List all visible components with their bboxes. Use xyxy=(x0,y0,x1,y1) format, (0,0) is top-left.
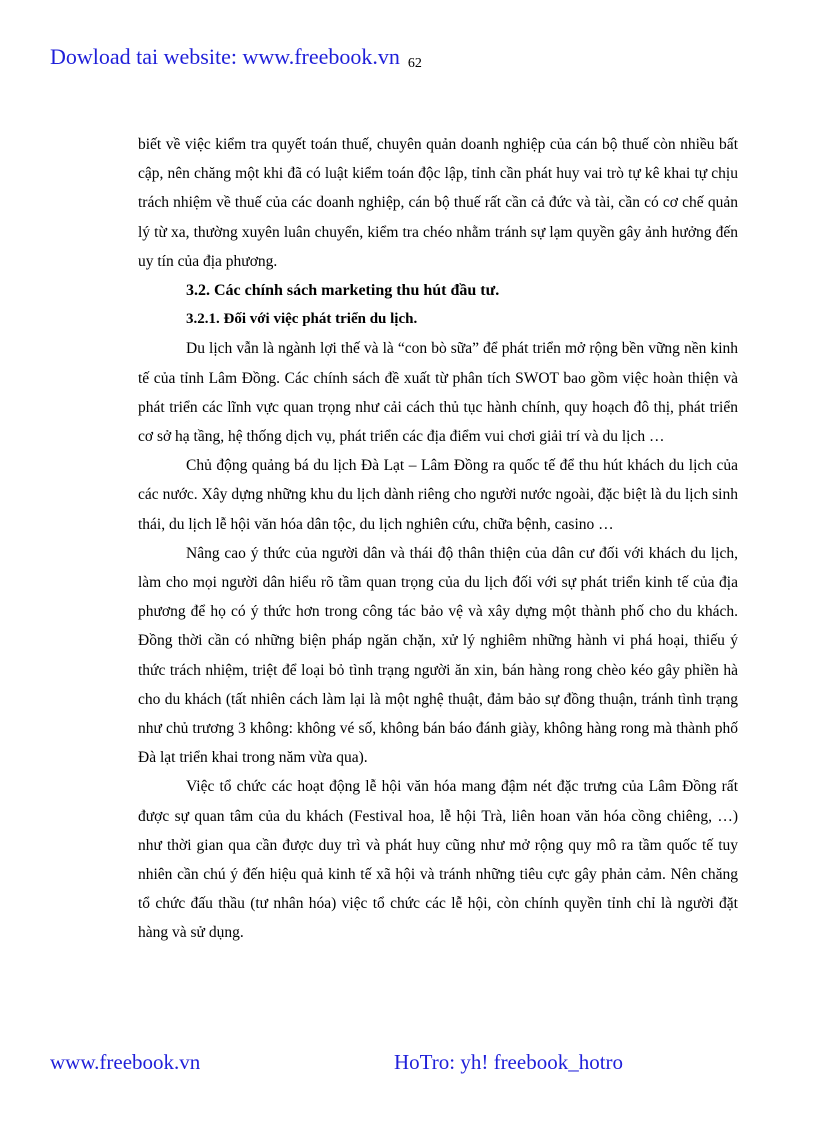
paragraph: Du lịch vẫn là ngành lợi thế và là “con bò sữa” để phát triển mở rộng bền vững nền kinh tế của tỉnh Lâm Đồng. Các chính sách đề xuất từ phân tích SWOT bao gồm việc hoàn thiện và phát triển các lĩnh vực quan trọng như cải cách thủ tục hành chính, quy hoạch đô thị, phát triển cơ sở hạ tầng, hệ thống dịch vụ, phát triển các địa điểm vui chơi giải trí và du lịch … xyxy=(138,340,738,446)
section-heading: 3.2. Các chính sách marketing thu hút đầu tư. xyxy=(186,282,500,300)
footer-support-text: HoTro: yh! freebook_hotro xyxy=(394,1050,624,1074)
header-website-link[interactable]: Dowload tai website: www.freebook.vn xyxy=(50,44,400,69)
paragraph: Chủ động quảng bá du lịch Đà Lạt – Lâm Đồng ra quốc tế để thu hút khách du lịch của các nước. Xây dựng những khu du lịch dành riêng cho người nước ngoài, đặc biệt là du lịch sinh thái, du lịch lễ hội văn hóa dân tộc, du lịch nghiên cứu, chữa bệnh, casino … xyxy=(138,457,738,533)
paragraph-continuation: biết về việc kiểm tra quyết toán thuế, chuyên quản doanh nghiệp của cán bộ thuế còn nhiều bất cập, nên chăng một khi đã có luật kiểm toán độc lập, tỉnh cần phát huy vai trò tự kê khai tự chịu trách nhiệm về thuế của các doanh nghiệp, cán bộ thuế rất cần cả đức và tài, cần có cơ chế quản lý từ xa, thường xuyên luân chuyển, kiểm tra chéo nhằm tránh sự lạm quyền gây ảnh hưởng đến uy tín của địa phương. xyxy=(138,136,738,270)
paragraph: Việc tổ chức các hoạt động lễ hội văn hóa mang đậm nét đặc trưng của Lâm Đồng rất được sự quan tâm của du khách (Festival hoa, lễ hội Trà, liên hoan văn hóa cồng chiêng, …) như thời gian qua cần được duy trì và phát huy cũng như mở rộng quy mô ra tầm quốc tế tuy nhiên cần chú ý đến hiệu quả kinh tế xã hội và tránh những tiêu cực gây phản cảm. Nên chăng tổ chức đấu thầu (tư nhân hóa) việc tổ chức các lễ hội, còn chính quyền tỉnh chỉ là người đặt hàng và sử dụng. xyxy=(138,778,738,942)
page-number: 62 xyxy=(407,56,422,71)
document-body xyxy=(138,130,738,948)
paragraph: Nâng cao ý thức của người dân và thái độ thân thiện của dân cư đối với khách du lịch, làm cho mọi người dân hiểu rõ tầm quan trọng của du lịch đối với sự phát triển kinh tế của địa phương để họ có ý thức hơn trong công tác bảo vệ và xây dựng một thành phố cho du khách. Đồng thời cần có những biện pháp ngăn chặn, xử lý nghiêm những hành vi phá hoại, thiếu ý thức trách nhiệm, triệt để loại bỏ tình trạng người ăn xin, bán hàng rong chèo kéo gây phiền hà cho du khách (tất nhiên cách làm lại là một nghệ thuật, đảm bảo sự đồng thuận, tránh tình trạng như chủ trương 3 không: không vé số, không bán báo đánh giày, không hàng rong mà thành phố Đà lạt triển khai trong năm vừa qua). xyxy=(138,544,738,767)
footer-website-link[interactable]: www.freebook.vn xyxy=(50,1050,201,1074)
subsection-heading: 3.2.1. Đối với việc phát triển du lịch. xyxy=(186,311,418,328)
page-header xyxy=(50,44,422,70)
